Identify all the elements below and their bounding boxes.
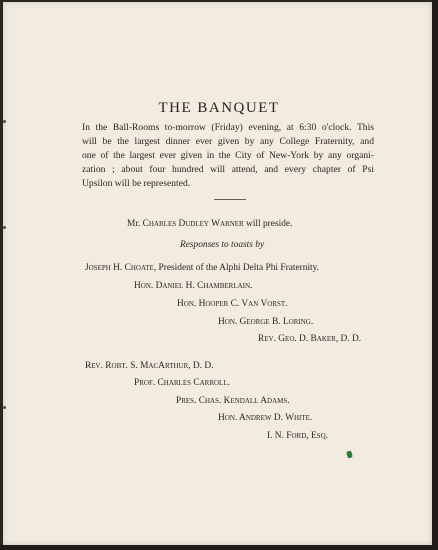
speaker-line: Pres. Chas. Kendall Adams. bbox=[176, 396, 290, 406]
preside-prefix: Mr. bbox=[127, 219, 143, 229]
intro-line: Upsilon will be represented. bbox=[82, 178, 191, 189]
speaker-detail: , President of the Alphi Delta Phi Fraternity. bbox=[153, 263, 320, 273]
speaker-line: Hon. Hooper C. Van Vorst. bbox=[177, 299, 288, 309]
intro-line: one of the largest ever given in the City of New-York by any organi- bbox=[82, 150, 374, 161]
speaker-name: Joseph H. Choate bbox=[85, 263, 154, 273]
preside-line bbox=[127, 219, 292, 229]
binding-hole-mark bbox=[3, 226, 6, 229]
speaker-line: Hon. Andrew D. White. bbox=[218, 413, 313, 423]
speaker-line: I. N. Ford, Esq. bbox=[267, 431, 328, 441]
intro-line: will be the largest dinner ever given by any College Fraternity, and bbox=[82, 136, 374, 147]
page-bottom-shadow bbox=[0, 545, 438, 550]
page-edge-shadow bbox=[432, 0, 438, 550]
intro-line: In the Ball-Rooms to-morrow (Friday) evening, at 6:30 o'clock. This bbox=[82, 122, 374, 133]
binding-hole-mark bbox=[3, 120, 6, 123]
preside-suffix: will preside. bbox=[243, 219, 293, 229]
responses-heading: Responses to toasts by bbox=[180, 240, 265, 250]
speaker-line: Prof. Charles Carroll. bbox=[134, 378, 230, 388]
speaker-line: Hon. George B. Loring. bbox=[218, 317, 314, 327]
intro-line: zation ; about four hundred will attend, and every chapter of Psi bbox=[82, 164, 374, 175]
document-page bbox=[3, 2, 432, 545]
preside-name: Charles Dudley Warner bbox=[142, 219, 244, 229]
speaker-line: Rev. Robt. S. MacArthur, D. D. bbox=[85, 361, 214, 371]
speaker-line: Rev. Geo. D. Baker, D. D. bbox=[258, 334, 362, 344]
page-title: THE BANQUET bbox=[158, 100, 280, 116]
section-divider bbox=[214, 199, 246, 200]
speaker-line bbox=[85, 263, 319, 273]
binding-hole-mark bbox=[3, 406, 6, 409]
speaker-line: Hon. Daniel H. Chamberlain. bbox=[134, 281, 253, 291]
intro-paragraph bbox=[82, 121, 374, 191]
